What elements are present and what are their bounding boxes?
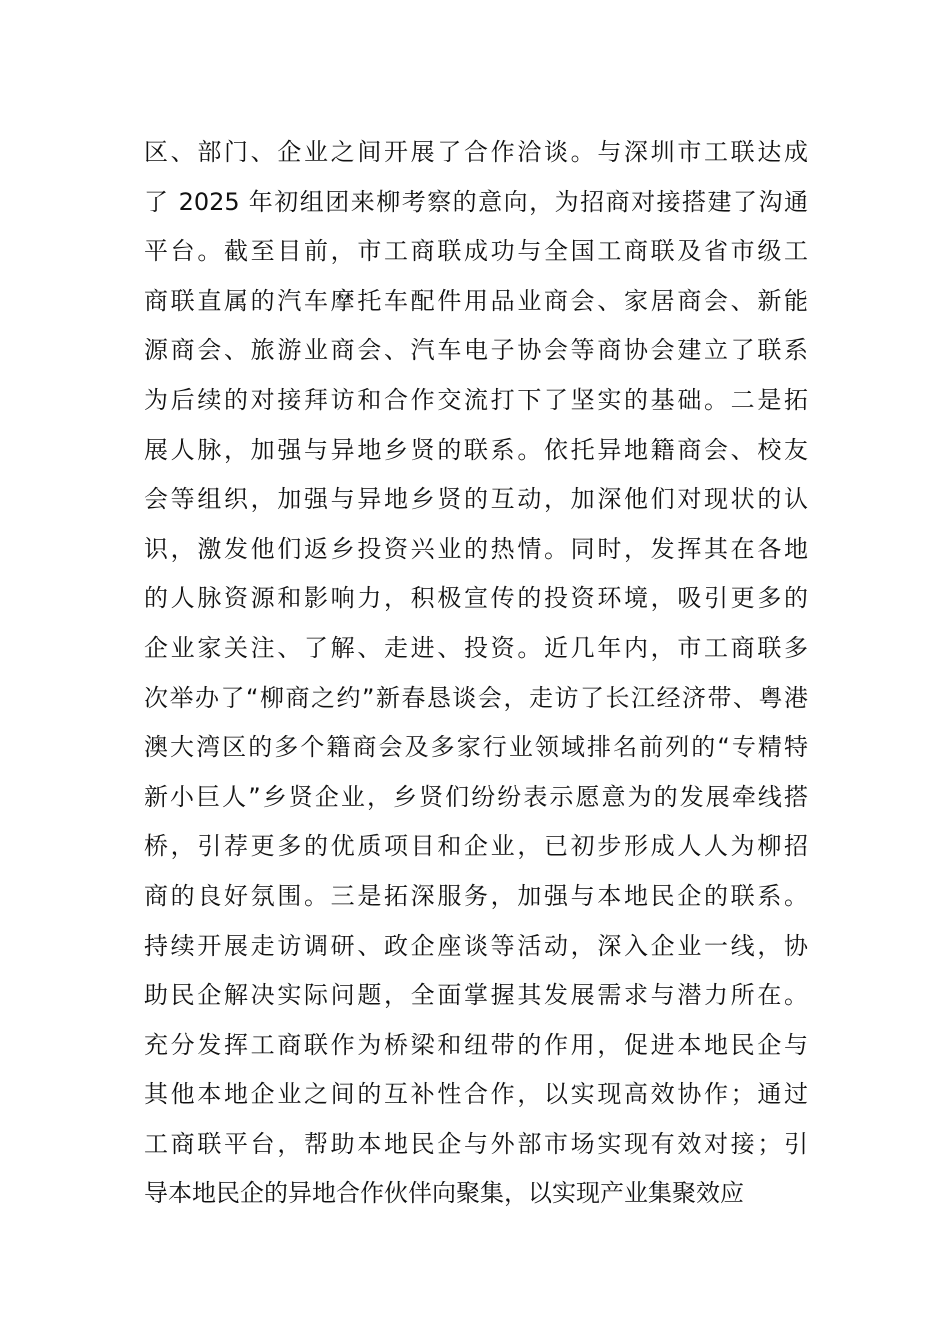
text-line: 会等组织，加强与异地乡贤的互动，加深他们对现状的认	[144, 485, 808, 514]
text-line: 了 2025 年初组团来柳考察的意向，为招商对接搭建了沟通	[144, 187, 808, 216]
text-line: 的人脉资源和影响力，积极宣传的投资环境，吸引更多的	[144, 584, 808, 613]
text-line: 源商会、旅游业商会、汽车电子协会等商协会建立了联系	[144, 336, 808, 365]
text-line: 助民企解决实际问题，全面掌握其发展需求与潜力所在。	[144, 981, 808, 1010]
text-line: 充分发挥工商联作为桥梁和纽带的作用，促进本地民企与	[144, 1030, 808, 1059]
text-line: 桥，引荐更多的优质项目和企业，已初步形成人人为柳招	[144, 832, 808, 861]
text-line: 新小巨人”乡贤企业，乡贤们纷纷表示愿意为的发展牵线搭	[144, 782, 808, 811]
text-line: 次举办了“柳商之约”新春恳谈会，走访了长江经济带、粤港	[144, 683, 808, 712]
body-text	[144, 128, 808, 1219]
text-line: 平台。截至目前，市工商联成功与全国工商联及省市级工	[144, 237, 808, 266]
text-line: 为后续的对接拜访和合作交流打下了坚实的基础。二是拓	[144, 385, 808, 414]
text-line: 其他本地企业之间的互补性合作，以实现高效协作；通过	[144, 1080, 808, 1109]
text-line: 工商联平台，帮助本地民企与外部市场实现有效对接；引	[144, 1129, 808, 1158]
text-line: 持续开展走访调研、政企座谈等活动，深入企业一线，协	[144, 931, 808, 960]
text-line: 区、部门、企业之间开展了合作洽谈。与深圳市工联达成	[144, 138, 808, 166]
text-line: 商的良好氛围。三是拓深服务，加强与本地民企的联系。	[144, 881, 808, 910]
text-line: 展人脉，加强与异地乡贤的联系。依托异地籍商会、校友	[144, 435, 808, 464]
text-line: 导本地民企的异地合作伙伴向聚集，以实现产业集聚效应	[144, 1179, 744, 1208]
text-line: 识，激发他们返乡投资兴业的热情。同时，发挥其在各地	[144, 534, 808, 563]
text-line: 商联直属的汽车摩托车配件用品业商会、家居商会、新能	[144, 286, 808, 315]
text-line: 企业家关注、了解、走进、投资。近几年内，市工商联多	[144, 633, 808, 662]
text-line: 澳大湾区的多个籍商会及多家行业领域排名前列的“专精特	[144, 733, 808, 762]
